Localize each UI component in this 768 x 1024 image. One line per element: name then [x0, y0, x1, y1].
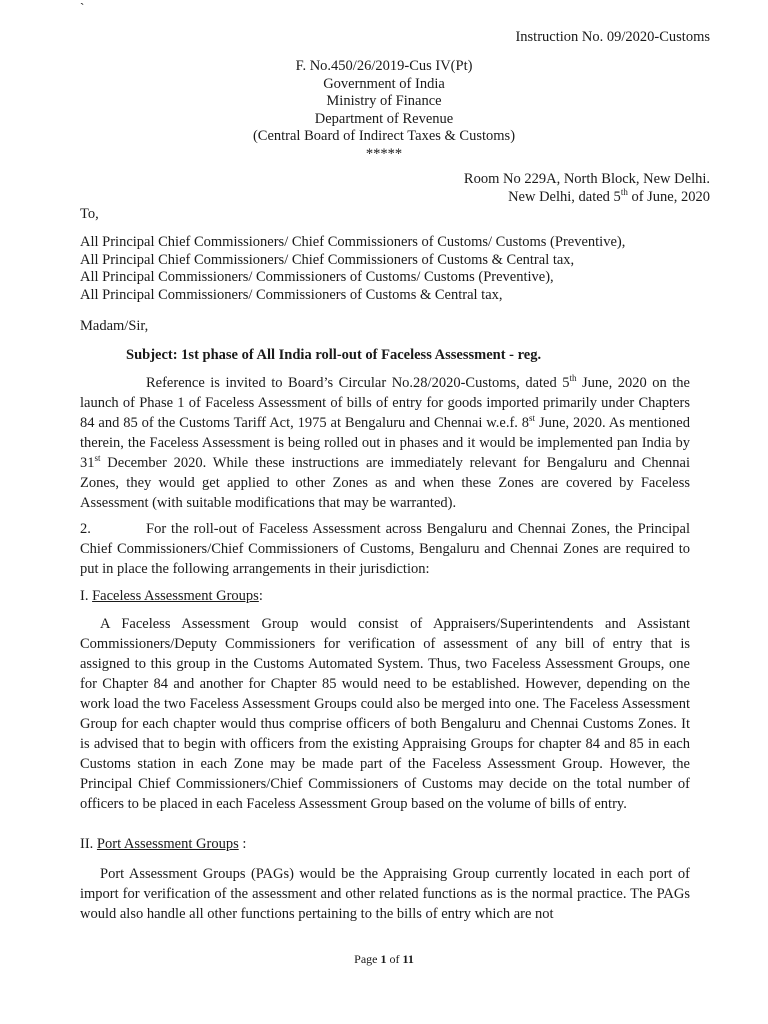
- subject-line: Subject: 1st phase of All India roll-out of Faceless Assessment - reg.: [126, 347, 542, 363]
- date-line: New Delhi, dated 5th of June, 2020: [508, 186, 710, 205]
- addressee-item: All Principal Chief Commissioners/ Chief Commissioners of Customs/ Customs (Preventive),: [80, 234, 626, 250]
- section-1-heading: I. Faceless Assessment Groups:: [80, 588, 263, 604]
- asterisk-divider: *****: [365, 145, 403, 162]
- paragraph-1: Reference is invited to Board’s Circular No.28/2020-Customs, dated 5th June, 2020 on the launch of Phase 1 of Faceless Assessment of bills of entry for goods imported primarily under Chapters 84 and 85 of the Customs Tariff Act, 1975 at Bengaluru and Chennai w.e.f. 8st June, 2020. As mentioned therein, the Faceless Assessment is being rolled out in phases and it would be implemented pan India by 31st December 2020. While these instructions are immediately relevant for Bengaluru and Chennai Zones, they would get applied to other Zones as and when these Zones are covered by Faceless Assessment (with suitable modifications that may be warranted).: [80, 373, 690, 511]
- room-line: Room No 229A, North Block, New Delhi.: [463, 171, 710, 187]
- section-1-text: A Faceless Assessment Group would consist of Appraisers/Superintendents and Assistant Commissioners/Deputy Commissioners for verification of assessment of any bill of entry that is assigned to this group in the Customs Automated System. Thus, two Faceless Assessment Groups, one for Chapter 84 and another for Chapter 85 would need to be established. However, depending on the work load the two Faceless Assessment Groups could also be merged into one. The Faceless Assessment Group for each chapter would thus comprise officers of both Bengaluru and Chennai Customs Zones. It is advised that to begin with officers from the existing Appraising Groups for chapter 84 and 85 in each Customs station in each Zone may be made part of the Faceless Assessment Group. However, the Principal Chief Commissioners/Chief Commissioners of Customs may decide on the total number of officers to be placed in each Faceless Assessment Group based on the volume of bills of entry.: [80, 616, 690, 812]
- address-date-block: [464, 171, 710, 206]
- ministry-line: Ministry of Finance: [326, 93, 442, 109]
- addressee-item: All Principal Chief Commissioners/ Chief Commissioners of Customs & Central tax,: [80, 251, 575, 268]
- addressee-item: All Principal Commissioners/ Commissioners of Customs/ Customs (Preventive),: [80, 269, 554, 285]
- top-mark: `: [80, 0, 85, 15]
- department-line: Department of Revenue: [314, 110, 454, 127]
- page-footer: Page 1 of 11: [354, 952, 414, 966]
- letter-header: [0, 58, 768, 163]
- government-line: Government of India: [323, 75, 445, 92]
- salutation: Madam/Sir,: [80, 318, 149, 334]
- file-number: F. No.450/26/2019-Cus IV(Pt): [295, 58, 473, 74]
- addressee-list: [80, 234, 625, 304]
- addressee-item: All Principal Commissioners/ Commissioners of Customs & Central tax,: [80, 286, 503, 303]
- board-line: (Central Board of Indirect Taxes & Customs): [252, 128, 516, 144]
- instruction-number: Instruction No. 09/2020-Customs: [515, 29, 710, 45]
- section-2-heading: II. Port Assessment Groups :: [80, 836, 247, 852]
- paragraph-2: 2. For the roll-out of Faceless Assessment across Bengaluru and Chennai Zones, the Principal Chief Commissioners/Chief Commissioners of Customs, Bengaluru and Chennai Zones are required to put in place the following arrangements in their jurisdiction:: [80, 521, 690, 577]
- to-line: To,: [80, 206, 99, 222]
- section-2-text: Port Assessment Groups (PAGs) would be the Appraising Group currently located in each port of import for verification of the assessment and other related functions as is the normal practice. The PAGs would also handle all other functions pertaining to the bills of entry which are not: [80, 866, 690, 922]
